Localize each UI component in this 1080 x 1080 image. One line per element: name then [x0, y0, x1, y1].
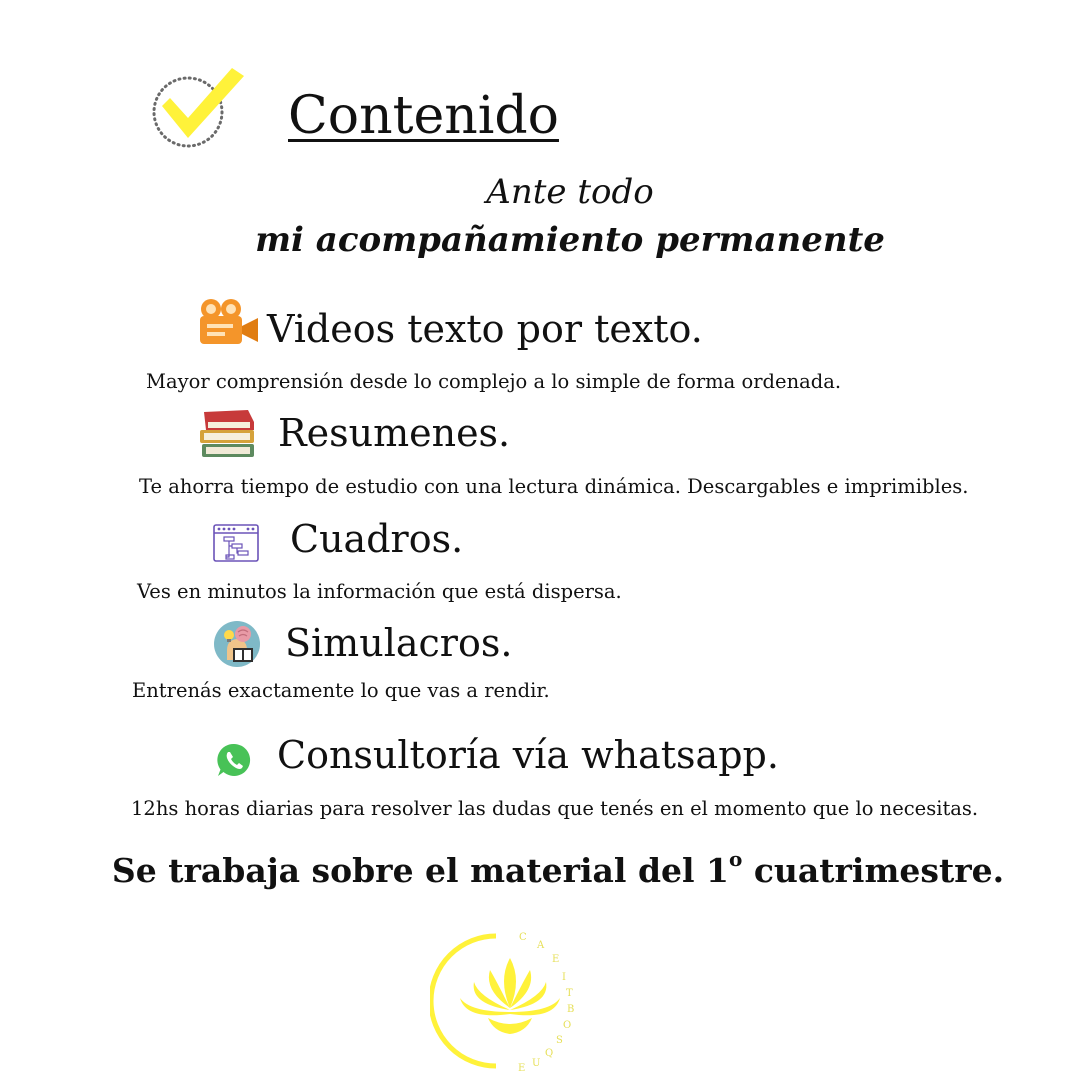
footer-text-end: cuatrimestre.	[742, 851, 1005, 890]
item-description-videos: Mayor comprensión desde lo complejo a lo simple de forma ordenada.	[146, 370, 842, 393]
footer-note	[0, 842, 1080, 892]
page-title: Contenido	[288, 86, 559, 146]
logo-ring-text: C A E I T B O S Q U E	[518, 932, 575, 1074]
study-brain-icon	[213, 620, 261, 668]
item-title-consultoria: Consultoría vía whatsapp.	[277, 733, 779, 777]
books-icon	[198, 408, 258, 460]
item-description-resumenes: Te ahorra tiempo de estudio con una lectura dinámica. Descargables e imprimibles.	[139, 475, 969, 498]
item-title-resumenes: Resumenes.	[278, 411, 511, 455]
item-title-videos: Videos texto por texto.	[267, 307, 703, 351]
item-description-cuadros: Ves en minutos la información que está dispersa.	[137, 580, 622, 603]
footer-superscript: o	[729, 847, 743, 871]
footer-text-start: Se trabaja sobre el material del 1	[111, 851, 729, 890]
checkmark-icon	[150, 66, 246, 150]
whatsapp-icon	[216, 742, 252, 778]
item-title-cuadros: Cuadros.	[290, 517, 464, 561]
subtitle-line-2: mi acompañamiento permanente	[255, 220, 885, 260]
item-description-simulacros: Entrenás exactamente lo que vas a rendir.	[132, 679, 550, 702]
video-camera-icon	[198, 298, 260, 348]
diagram-icon	[212, 523, 260, 563]
item-description-consultoria: 12hs horas diarias para resolver las dudas que tenés en el momento que lo necesitas.	[131, 797, 979, 820]
item-title-simulacros: Simulacros.	[285, 621, 513, 665]
subtitle-line-1: Ante todo	[486, 172, 654, 212]
